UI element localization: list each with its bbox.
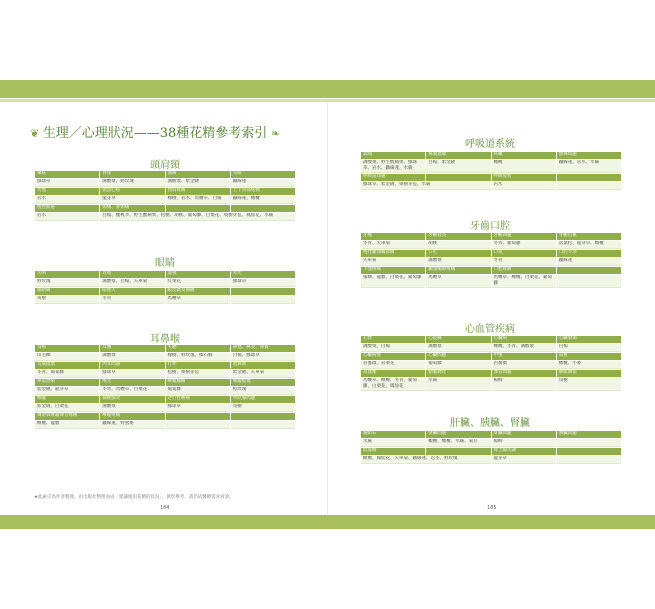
table-row (35, 353, 295, 361)
table-header-row (35, 288, 295, 295)
table-header-cell: 牙齦發炎 (426, 233, 490, 240)
table-cell: 紫金鏈、矢車菊 (231, 370, 295, 378)
table-cell: 水蕨 (361, 439, 425, 447)
table-header-cell: 頭痛、脖頸痛 (100, 205, 164, 212)
table-cell: 楊柳 (492, 378, 556, 391)
table-header-cell: 眼皮跳及抽搐 (166, 288, 230, 295)
table-cell: 水蕨 (426, 378, 490, 391)
table-header-cell: 近視 (100, 271, 164, 278)
table-header-cell: 喉嚨 (35, 396, 99, 403)
table-header-cell: 內耳問題 (100, 362, 164, 369)
table-header-cell: 無聲問題 (557, 152, 621, 159)
table-cell: 溝酸漿、野玫瑰 (100, 179, 164, 187)
table-cell: 胡桃 (426, 241, 490, 249)
table-header-cell (166, 413, 230, 420)
section-title-teeth-mouth: 牙齒口腔 (470, 221, 510, 232)
table-header-cell: 氣喘 (361, 152, 425, 159)
table-header-row (35, 271, 295, 278)
table-row (35, 370, 295, 378)
table-header-cell: 牙齦出血 (557, 233, 621, 240)
table-header-cell: 肝臟問題 (492, 431, 556, 438)
table-header-cell: 失聰 (166, 345, 230, 352)
table-header-cell: 下顎疼痛 (361, 267, 425, 274)
table-header-cell: 腸結石 (361, 431, 425, 438)
table-header-cell: 眼睛痛 (35, 288, 99, 295)
table-header-row (35, 396, 295, 403)
table-eyes (34, 270, 296, 305)
table-header-cell: 流鼻血 (231, 362, 295, 369)
table-cell: 橄欖 (492, 160, 556, 173)
table-header-row (35, 345, 295, 352)
table-header-row (35, 362, 295, 369)
table-row (361, 361, 621, 369)
table-cell: 溝酸漿 (100, 353, 164, 361)
section-title-cardiovascular: 心血管疾病 (465, 324, 515, 335)
table-cell: 葡萄藤 (166, 387, 230, 395)
table-header-cell: 心悸 (361, 336, 425, 343)
page-gutter (327, 102, 328, 515)
table-header-cell: 青光 (231, 271, 295, 278)
table-header-cell (557, 448, 621, 455)
table-header-cell: 鼻竇過敏 (426, 152, 490, 159)
table-cell: 橡樹、岩水、馬鞭草、白楊 (166, 196, 230, 204)
table-cell: 溝酸漿、白楊、矢車菊 (100, 279, 164, 287)
page-title-text: 生理／心理狀況——38種花精參考索引 (42, 126, 268, 141)
table-header-cell: 喉嚨腫痛 (166, 379, 230, 386)
table-cell: 野玫瑰 (231, 387, 295, 395)
table-row (361, 160, 621, 173)
table-row (361, 182, 621, 190)
table-cell: 綠球草 (35, 179, 99, 187)
table-header-row (361, 353, 621, 360)
flourish-left-icon: ❦ (30, 127, 43, 140)
page-title (30, 122, 320, 141)
table-header-cell: 耳屎阻塞 (35, 362, 99, 369)
section-title-liver-kidney: 肝臟、胰臟、腎臟 (450, 418, 530, 429)
table-cell: 岩水 (492, 182, 556, 190)
table-header-cell: 喉嚨燒傷 (231, 379, 295, 386)
table-header-cell: 頸肩疼痛 (166, 188, 230, 195)
table-header-row (35, 205, 295, 212)
table-cell: 鐵線蓮、橄欖 (231, 196, 295, 204)
table-header-cell (557, 174, 621, 181)
table-respiratory (360, 151, 622, 191)
table-row (35, 404, 295, 412)
table-header-cell: 打呼 (166, 362, 230, 369)
table-cell: 角樹 (231, 404, 295, 412)
table-cell: 岩水 (35, 213, 99, 221)
table-header-cell: 口腔疼痛 (492, 267, 556, 274)
table-cell: 野玫瑰 (35, 279, 99, 287)
table-cell: 冬青、馬鞭草、白栗花 (100, 387, 164, 395)
section-title-ent: 耳鼻喉 (150, 334, 180, 345)
table-header-cell: 腎臟問題 (426, 431, 490, 438)
table-row (361, 439, 621, 447)
table-header-cell (231, 288, 295, 295)
table-cell: 龍芽草 (492, 456, 556, 464)
flourish-right-icon: ❧ (267, 127, 280, 140)
table-header-cell: 口腔不淨 (557, 250, 621, 257)
table-header-cell: 鼻塞、鼻炎、鼻竇 (231, 345, 295, 352)
table-cell (557, 439, 621, 447)
table-cell: 松樹、栗樹芽苞 (166, 370, 230, 378)
table-header-cell: 上下背部疼痛 (231, 188, 295, 195)
table-header-cell: 低血糖 (361, 448, 425, 455)
table-cell: 白楊、綠球草 (231, 353, 295, 361)
table-header-cell: 逆行性喉痛 (166, 396, 230, 403)
bottom-decorative-band (0, 515, 655, 529)
table-cell: 楊柳、龍膽、白栗花、葡萄藤 (361, 275, 425, 288)
table-liver-kidney (360, 430, 622, 465)
table-header-cell: 口臭 (492, 250, 556, 257)
table-header-cell (426, 174, 490, 181)
table-header-cell: 呼吸短暫 (492, 174, 556, 181)
table-cell: 白楊、紫金鏈 (426, 160, 490, 173)
table-header-row (361, 174, 621, 181)
table-cell (557, 182, 621, 190)
table-cell: 溝酸漿、野生酸蘋果、綠球草、岩水、鐵線蓮、水蕨 (361, 160, 425, 173)
table-header-cell: 慢性顳顎關節痛 (361, 250, 425, 257)
section-title-eyes: 眼睛 (155, 258, 175, 269)
table-cell: 龍芽草 (100, 196, 164, 204)
table-header-cell: 咳嗽 (492, 152, 556, 159)
table-header-row (361, 233, 621, 240)
table-row (35, 296, 295, 304)
table-header-cell: 喉嚨疼痛 (100, 413, 164, 420)
table-cell: 冬青 (492, 258, 556, 266)
table-header-row (361, 370, 621, 377)
table-cell: 馬鞭草、橄欖、冬青、葡萄藤、白栗花、鳳仙花 (361, 378, 425, 391)
table-cell: 橄欖、龍膽 (35, 421, 99, 429)
table-header-row (35, 188, 295, 195)
table-cell: 冬青、葡萄藤 (35, 370, 99, 378)
table-cell: 綠球草 (231, 279, 295, 287)
table-header-cell (231, 413, 295, 420)
table-cell: 鐵線蓮、野燕麥 (100, 421, 164, 429)
table-cell: 鐵線蓮、岩水、水蕨 (557, 160, 621, 173)
table-header-cell: 心絞痛 (426, 336, 490, 343)
table-header-cell: 鼻道感染 (35, 379, 99, 386)
table-cell: 山毛櫸 (35, 353, 99, 361)
table-cell: 岩薔薇、岩栗花 (361, 361, 425, 369)
table-cell (557, 275, 621, 288)
table-header-cell (166, 205, 230, 212)
table-cardiovascular (360, 335, 622, 392)
table-header-cell: 喉炎 (100, 379, 164, 386)
table-header-row (361, 267, 621, 274)
table-cell: 冬青、葡萄藤 (492, 241, 556, 249)
table-cell: 角樹 (557, 378, 621, 391)
table-cell: 鐵線蓮 (231, 179, 295, 187)
table-header-cell: 胰臟問題 (557, 431, 621, 438)
table-cell: 馬鞭草 (426, 275, 490, 288)
table-cell: 馬鞭草 (166, 296, 230, 304)
table-cell: 橄欖、鳳仙花、矢車菊、鐵線蓮、忍冬、野玫瑰 (361, 456, 491, 464)
table-cell: 鐵線蓮 (557, 258, 621, 266)
table-header-row (361, 431, 621, 438)
table-header-cell: 失憶 (35, 188, 99, 195)
table-cell: 白楊 (557, 344, 621, 352)
table-header-cell: 頭痛 (166, 171, 230, 178)
table-header-cell: 頭頂心疼 (100, 188, 164, 195)
table-header-cell: 高血壓 (361, 370, 425, 377)
table-header-row (35, 171, 295, 178)
table-header-cell (231, 205, 295, 212)
table-row (35, 196, 295, 204)
table-header-cell: 腎上腺失調 (492, 448, 556, 455)
table-cell: 岩水 (35, 196, 99, 204)
table-header-row (361, 448, 621, 455)
table-cell: 紫金鏈、白栗花 (35, 404, 99, 412)
table-header-cell: 口吃 (426, 250, 490, 257)
table-cell: 紅栗花 (166, 279, 230, 287)
table-cell: 矢車菊 (361, 258, 425, 266)
page-number-left: 184 (160, 505, 170, 511)
table-row (361, 241, 621, 249)
table-row (35, 213, 295, 221)
table-cell: 綠球草、紫金鏈、栗樹芽苞、水蕨 (361, 182, 491, 190)
table-cell (231, 421, 295, 429)
table-header-cell: 動脈硬化 (426, 370, 490, 377)
table-ent (34, 344, 296, 430)
table-cell: 紫金鏈、龍芽草 (35, 387, 99, 395)
table-cell: 楊柳 (492, 439, 556, 447)
table-cell: 葡萄藤 (426, 361, 490, 369)
table-header-cell: 心臟病 (492, 336, 556, 343)
table-header-cell: 慢性疲倦 (35, 205, 99, 212)
table-cell: 岩薔薇 (492, 361, 556, 369)
table-header-cell: 遠視 (166, 271, 230, 278)
table-row (35, 279, 295, 287)
table-header-cell: 聲帶與喉嚨聲音疼痛 (35, 413, 99, 420)
top-decorative-band (0, 80, 655, 98)
table-row (361, 275, 621, 288)
table-cell: 橡樹、野玫瑰、榛石楠 (166, 353, 230, 361)
table-header-cell: 失明 (35, 271, 99, 278)
table-header-cell: 貧血 (557, 353, 621, 360)
table-header-row (361, 152, 621, 159)
table-header-cell: 耳鳴 (35, 345, 99, 352)
table-row (361, 344, 621, 352)
table-header-cell (426, 448, 490, 455)
table-header-cell: 眼壓大 (100, 288, 164, 295)
table-header-cell: 甲狀腺問題 (231, 396, 295, 403)
table-cell: 馬鞭草、橄欖、白栗花、葡萄藤 (492, 275, 556, 288)
table-header-row (35, 379, 295, 386)
table-cell: 溝酸漿、紫金鏈 (166, 179, 230, 187)
table-header-cell: 扁桃腺炎 (100, 396, 164, 403)
table-row (361, 258, 621, 266)
table-cell: 橄欖、冬青、溝酸漿 (492, 344, 556, 352)
table-header-row (361, 250, 621, 257)
table-row (35, 179, 295, 187)
table-row (361, 456, 621, 464)
table-cell: 白楊、櫻桃李、野生酸蘋果、松樹、胡桃、葡萄藤、白栗花、栗樹芽苞、鳳仙花、水蕨 (100, 213, 295, 221)
section-title-respiratory: 呼吸道系統 (465, 139, 515, 150)
table-cell: 橄欖、橄欖、水蕨、菊苣 (426, 439, 490, 447)
footnote: ★此索引為作者整理，由出版社整理而成「建議使用花精的狀況」，供您參考，請仍依醫療需求看診。 (34, 495, 234, 500)
table-header-cell: 靜脈曲張 (557, 370, 621, 377)
table-row (35, 421, 295, 429)
table-header-cell: 牙痛 (361, 233, 425, 240)
section-title-head-neck: 頭肩頸 (150, 160, 180, 171)
table-header-cell: 心臟問題 (426, 353, 490, 360)
table-header-cell: 耳聾 (100, 345, 164, 352)
table-header-cell: 顳顎關節疼痛 (426, 267, 490, 274)
table-header-cell: 暈眩 (35, 171, 99, 178)
table-header-cell: 血管問題 (492, 370, 556, 377)
table-header-cell: 失眠 (231, 171, 295, 178)
table-cell: 溝酸漿 (426, 344, 490, 352)
table-cell: 溝酸漿 (426, 258, 490, 266)
table-cell (166, 421, 230, 429)
table-header-cell: 呼吸道問題 (361, 174, 425, 181)
table-cell (231, 296, 295, 304)
table-cell: 綠球草 (100, 370, 164, 378)
table-header-row (35, 413, 295, 420)
table-header-cell: 心臟衰竭 (557, 336, 621, 343)
table-header-cell: 心臟病發 (361, 353, 425, 360)
table-header-cell (557, 267, 621, 274)
table-header-cell: 牙齦問題 (492, 233, 556, 240)
table-header-cell: 中風 (492, 353, 556, 360)
table-cell: 落葉松、龍芽草、橄欖 (557, 241, 621, 249)
page-number-right: 185 (487, 505, 497, 511)
table-header-row (361, 336, 621, 343)
table-cell (557, 456, 621, 464)
table-cell: 橄欖、小麥 (557, 361, 621, 369)
table-teeth-mouth (360, 232, 622, 289)
table-cell: 冬青 (100, 296, 164, 304)
table-head-neck (34, 170, 296, 222)
table-row (35, 387, 295, 395)
table-cell: 溝酸漿 (100, 404, 164, 412)
table-header-cell: 昏迷 (100, 171, 164, 178)
table-row (361, 378, 621, 391)
table-cell: 角樹 (35, 296, 99, 304)
table-cell: 溝酸漿、白楊 (361, 344, 425, 352)
table-cell: 冬青、矢車菊 (361, 241, 425, 249)
table-cell: 綠球草 (166, 404, 230, 412)
